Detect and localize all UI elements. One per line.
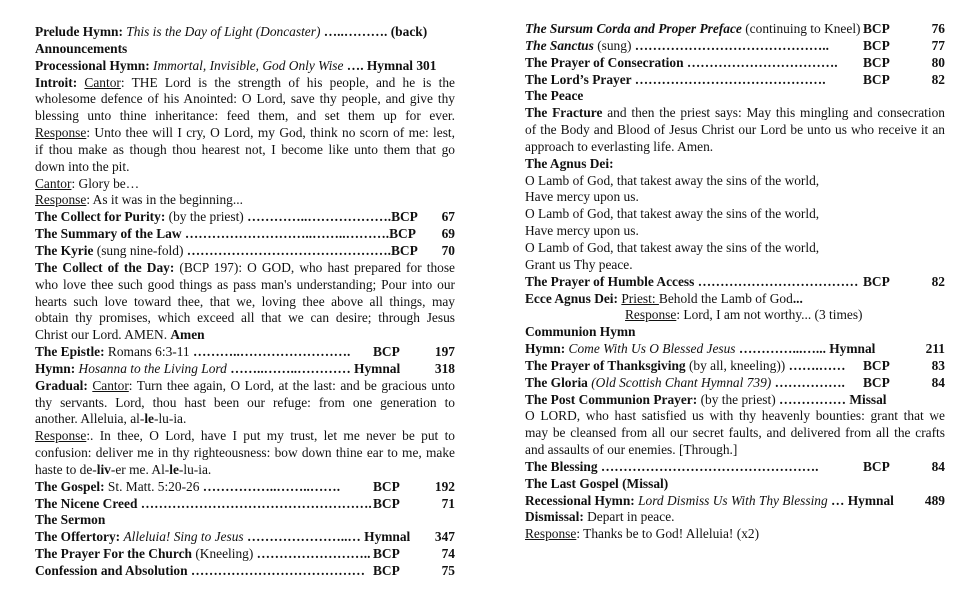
heading-text: The Sanctus [525, 37, 594, 53]
line-text [525, 291, 945, 308]
heading-text: Hymn: [35, 360, 79, 376]
text-line [525, 189, 945, 206]
line-text [35, 159, 455, 176]
text-line [35, 428, 455, 445]
text-line [525, 257, 945, 274]
heading-text: The Fracture [525, 105, 603, 121]
text-line [35, 58, 455, 75]
page-number: 83 [931, 357, 945, 373]
page-number: 192 [434, 478, 455, 494]
line-text [525, 156, 945, 173]
heading-text: Confession and Absolution [35, 563, 191, 578]
heading-text: liv [96, 461, 111, 477]
service-item-row [525, 21, 945, 38]
service-item-row [525, 341, 945, 358]
body-text: Christ our Lord. AMEN. [35, 327, 171, 343]
body-text: O Lamb of God, that takest away the sins of the world, [525, 239, 820, 255]
body-text: of the Body and Blood of Jesus Christ our Lord be unto us who receive it an [525, 122, 945, 138]
line-text [525, 375, 863, 392]
line-text [525, 206, 945, 223]
body-text: Lord Dismiss Us With Thy Blessing [638, 492, 832, 508]
heading-text: …………………….. [256, 546, 371, 562]
text-line [35, 462, 455, 479]
heading-text: …………...…... Hymnal [738, 341, 876, 357]
heading-text: The Prayer of Consecration [525, 54, 687, 70]
body-text: (sung nine-fold) [96, 242, 187, 258]
page-number: 76 [931, 21, 945, 36]
page-number: 318 [434, 360, 455, 376]
role-label: Cantor [84, 74, 121, 90]
body-text: St. Matt. 5:20-26 [107, 478, 203, 494]
book-reference: BCP [373, 563, 400, 578]
body-text: who love thee such good things as pass man's understanding; Pour into our [35, 276, 455, 292]
service-item-row [35, 344, 455, 361]
text-line [35, 176, 455, 193]
text-line [35, 294, 455, 311]
book-reference: BCP [863, 71, 890, 87]
heading-text: The Prayer For the Church [35, 546, 196, 562]
line-text [525, 509, 945, 526]
service-item-row [525, 459, 945, 476]
body-text: : As it was in the beginning... [86, 192, 243, 208]
heading-text: Amen [170, 327, 205, 343]
heading-text: The Collect for Purity: [35, 209, 169, 225]
line-text [525, 459, 863, 476]
role-label: Response [35, 125, 87, 141]
text-line [35, 277, 455, 294]
line-text [525, 72, 863, 89]
body-text: Behold the Lamb of God [658, 290, 793, 306]
body-text: Hosanna to the Living Lord [78, 360, 231, 376]
heading-text: ……………………………………. [634, 71, 826, 87]
line-text [525, 189, 945, 206]
line-text [525, 55, 863, 72]
role-label: Response [35, 192, 87, 208]
page-number: 75 [441, 563, 455, 578]
line-text [35, 75, 455, 92]
line-text [35, 479, 373, 496]
book-reference [400, 361, 433, 378]
service-item-row [35, 529, 455, 546]
body-text: and then the priest says: May this mingling and consecration [602, 105, 945, 121]
text-line [35, 24, 455, 41]
body-text: down into the pit. [35, 158, 130, 174]
body-text: (BCP 197): O GOD, who hast prepared for those [179, 259, 455, 275]
page-number: 197 [434, 344, 455, 360]
body-text: Depart in peace. [587, 509, 675, 525]
heading-text: Recessional Hymn: [525, 492, 639, 508]
heading-text: Ecce Agnus Dei: [525, 290, 622, 306]
service-item-row [525, 493, 945, 510]
line-text [35, 176, 455, 193]
text-line [35, 192, 455, 209]
book-reference: BCP [373, 344, 400, 360]
text-line [525, 526, 945, 543]
body-text: if thou make as though thou hearest not, I become like unto them that go [35, 141, 455, 157]
body-text: : THE Lord is the strength of his people, and he is the [120, 74, 455, 90]
heading-text: ……..……..………… Hymnal [230, 360, 401, 376]
service-item-row [525, 38, 945, 55]
line-text [525, 38, 863, 55]
line-text [525, 240, 945, 257]
body-text: Alleluia! Sing to Jesus [123, 529, 247, 545]
body-text: Come With Us O Blessed Jesus [568, 341, 739, 357]
service-item-row [525, 375, 945, 392]
line-text [525, 442, 945, 459]
role-label: Response [625, 307, 677, 323]
heading-text: The Gospel: [35, 478, 108, 494]
line-text [525, 358, 863, 375]
body-text: This is the Day of Light (Doncaster) [126, 24, 324, 39]
body-text: (continuing to Kneel) [741, 21, 861, 36]
text-line [35, 395, 455, 412]
line-text [35, 24, 455, 41]
book-reference: BCP [373, 495, 400, 511]
heading-text: The Lord’s Prayer [525, 71, 635, 87]
text-line [525, 425, 945, 442]
text-line [525, 88, 945, 105]
body-text: -lu-ia. [154, 411, 187, 427]
text-line [35, 445, 455, 462]
body-text: Immortal, Invisible, God Only Wise [153, 57, 347, 73]
heading-text: …………..………………. [247, 209, 392, 225]
line-text [525, 526, 945, 543]
body-text: hearts such love toward thee, that we, loving thee above all things, may [35, 293, 455, 309]
service-item-row [35, 226, 455, 243]
text-line [525, 105, 945, 122]
book-reference [894, 493, 925, 510]
text-line [525, 392, 945, 409]
body-text: O LORD, who hast satisfied us with thy heavenly bounties: grant that we [525, 408, 945, 424]
body-text: another. Alleluia, al- [35, 411, 145, 427]
body-text: wholesome defence of his Anointed: O Lord, save thy people, and give thy [35, 91, 455, 107]
heading-text: The Epistle: [35, 344, 108, 360]
heading-text: le [169, 461, 179, 477]
service-item-row [525, 358, 945, 375]
line-text [35, 361, 400, 378]
body-text: : Unto thee will I cry, O Lord, my God, think no scorn of me: lest, [86, 125, 455, 141]
line-text [35, 546, 373, 563]
page-number: 84 [931, 458, 945, 474]
page-number: 71 [441, 495, 455, 511]
right-column-order-of-service [525, 21, 945, 543]
role-label: Cantor [92, 377, 129, 393]
line-text [35, 344, 373, 361]
heading-text: The Collect of the Day: [35, 259, 180, 275]
body-text: (Kneeling) [195, 546, 257, 562]
line-text [35, 108, 455, 125]
text-line [525, 509, 945, 526]
service-item-row [35, 563, 455, 580]
text-line [35, 159, 455, 176]
line-text [525, 425, 945, 442]
line-text [35, 411, 455, 428]
heading-text: The Peace [525, 88, 584, 104]
body-text: Have mercy upon us. [525, 223, 639, 239]
text-line [35, 41, 455, 58]
body-text: thy servants. Lord, thou hast been our refuge: from one generation to [35, 394, 455, 410]
text-line [525, 206, 945, 223]
text-line [525, 307, 945, 324]
page-number: 74 [441, 546, 455, 562]
heading-text: The Offertory: [35, 529, 124, 545]
service-item-row [35, 243, 455, 260]
line-text [525, 493, 894, 510]
line-text [35, 91, 455, 108]
text-line [35, 125, 455, 142]
line-text [35, 529, 410, 546]
service-item-row [35, 496, 455, 513]
heading-text: …. Hymnal 301 [346, 57, 437, 73]
line-text [525, 173, 945, 190]
text-line [35, 378, 455, 395]
page-number: 80 [931, 54, 945, 70]
body-text: : Turn thee again, O Lord, at the last: and be gracious unto [128, 377, 455, 393]
body-text: Have mercy upon us. [525, 189, 639, 205]
body-text: may be cleansed from all our secret faults, and delivered from all the crafts [525, 425, 945, 441]
line-text [35, 428, 455, 445]
heading-text: The Agnus Dei: [525, 155, 614, 171]
body-text: Grant us Thy peace. [525, 256, 633, 272]
book-reference: BCP [391, 209, 418, 225]
heading-text: ……………………………… [697, 273, 859, 289]
heading-text: ………………………………………. [186, 242, 391, 258]
text-line [525, 122, 945, 139]
text-line [525, 291, 945, 308]
heading-text: Hymn: [525, 341, 569, 357]
body-text: -er me. Al- [110, 461, 170, 477]
line-text [35, 277, 455, 294]
line-text [35, 445, 455, 462]
heading-text: … Hymnal [831, 492, 894, 508]
heading-text: …………………..… Hymnal [246, 529, 411, 545]
line-text [35, 209, 391, 226]
text-line [525, 223, 945, 240]
heading-text: Gradual: [35, 377, 93, 393]
line-text [525, 223, 945, 240]
book-reference: BCP [863, 273, 890, 289]
page-number: 69 [441, 226, 455, 242]
body-text: -lu-ia. [178, 461, 212, 477]
page-number: 67 [441, 209, 455, 225]
line-text [35, 125, 455, 142]
line-text [35, 327, 455, 344]
role-label: Response [35, 428, 87, 444]
heading-text: Communion Hymn [525, 324, 636, 340]
text-line [525, 139, 945, 156]
body-text: O Lamb of God, that takest away the sins of the world, [525, 206, 820, 222]
line-text [525, 408, 945, 425]
line-text [35, 294, 455, 311]
line-text [35, 192, 455, 209]
page-number: 489 [924, 492, 945, 508]
body-text: haste to de- [35, 461, 97, 477]
body-text: confusion: deliver me in thy righteousness: bow down thine ear to me, make [35, 445, 455, 461]
body-text: (by the priest) [168, 209, 248, 225]
page-number: 82 [931, 71, 945, 87]
text-line [525, 442, 945, 459]
heading-text: ………………………..……..………. [184, 226, 390, 242]
line-text [525, 274, 863, 291]
heading-text: Dismissal: [525, 509, 588, 525]
book-reference: BCP [389, 226, 416, 242]
heading-text: The Summary of the Law [35, 226, 185, 242]
body-text: approach to everlasting life. Amen. [525, 138, 714, 154]
body-text: (by all, kneeling)) [688, 357, 789, 373]
text-line [35, 260, 455, 277]
line-text [35, 260, 455, 277]
book-reference [875, 341, 917, 358]
line-text [525, 88, 945, 105]
heading-text: Prelude Hymn: [35, 24, 127, 39]
role-label: Priest: [621, 290, 659, 306]
body-text: obtain thy promises, which exceed all that we can desire; through Jesus [35, 310, 455, 326]
line-text [525, 122, 945, 139]
book-reference: BCP [373, 478, 400, 494]
text-line [525, 156, 945, 173]
heading-text: …..………. (back) [323, 24, 428, 39]
page-number: 82 [931, 273, 945, 289]
service-item-row [35, 209, 455, 226]
heading-text: The Kyrie [35, 242, 97, 258]
text-line [525, 476, 945, 493]
heading-text: The Gloria [525, 374, 592, 390]
line-text [525, 21, 863, 38]
text-line [35, 75, 455, 92]
line-text [35, 462, 455, 479]
line-text [35, 512, 455, 529]
book-reference: BCP [863, 458, 890, 474]
text-line [35, 91, 455, 108]
heading-text: The Prayer of Humble Access [525, 273, 698, 289]
service-item-row [525, 55, 945, 72]
body-text: : Glory be… [71, 175, 140, 191]
heading-text: Announcements [35, 40, 128, 56]
heading-text: ……………..……..……. [202, 478, 341, 494]
page-number: 84 [931, 374, 945, 390]
book-reference: BCP [863, 357, 890, 373]
service-item-row [35, 479, 455, 496]
body-text: (sung) [593, 37, 635, 53]
line-text [35, 41, 455, 58]
heading-text: The Post Communion Prayer: [525, 391, 701, 407]
line-text [35, 243, 391, 260]
body-text: : Lord, I am not worthy... (3 times) [676, 307, 863, 323]
text-line [525, 324, 945, 341]
role-label: Response [525, 526, 577, 542]
line-text [35, 142, 455, 159]
book-reference: BCP [863, 374, 890, 390]
text-line [525, 173, 945, 190]
text-line [35, 142, 455, 159]
heading-text: …………… Missal [779, 391, 887, 407]
line-text [525, 139, 945, 156]
heading-text: Introit: [35, 74, 85, 90]
heading-text: ……………. [774, 374, 845, 390]
body-text: blessing unto thine inheritance: feed them, and set them up for ever. [35, 108, 455, 124]
line-text [525, 476, 945, 493]
page-number: 347 [434, 529, 455, 545]
heading-text: The Sursum Corda and Proper Preface [525, 21, 742, 36]
line-text [525, 392, 945, 409]
left-column-order-of-service [35, 24, 455, 580]
book-reference: BCP [390, 242, 418, 258]
line-text [35, 226, 389, 243]
body-text: and assaults of our enemies. [Through.] [525, 442, 738, 458]
heading-text: The Last Gospel (Missal) [525, 475, 669, 491]
text-line [525, 408, 945, 425]
body-text: O Lamb of God, that takest away the sins of the world, [525, 172, 820, 188]
page-number: 77 [931, 37, 945, 53]
heading-text: The Nicene Creed [35, 495, 141, 511]
text-line [35, 327, 455, 344]
line-text [35, 310, 455, 327]
heading-text: …….…… [788, 357, 846, 373]
service-item-row [525, 72, 945, 89]
book-reference [410, 529, 435, 546]
body-text: : Thanks be to God! Alleluia! (x2) [576, 526, 760, 542]
line-text [525, 341, 875, 358]
heading-text: le [144, 411, 154, 427]
heading-text: ………..……………………. [192, 344, 351, 360]
service-item-row [35, 546, 455, 563]
heading-text: Processional Hymn: [35, 57, 154, 73]
line-text [35, 378, 455, 395]
heading-text: The Sermon [35, 512, 106, 528]
service-item-row [525, 274, 945, 291]
page-number: 211 [925, 341, 945, 357]
text-line [35, 310, 455, 327]
heading-text: The Blessing [525, 458, 601, 474]
role-label: Cantor [35, 175, 72, 191]
text-line [35, 411, 455, 428]
service-item-row [35, 361, 455, 378]
line-text [525, 324, 945, 341]
book-reference: BCP [373, 546, 400, 562]
heading-text: …………………………………….. [634, 37, 829, 53]
book-reference: BCP [863, 37, 890, 53]
text-line [35, 108, 455, 125]
text-line [35, 512, 455, 529]
line-text [35, 58, 455, 75]
body-text: Romans 6:3-11 [107, 344, 193, 360]
line-text [525, 307, 945, 324]
heading-text: The Prayer of Thanksgiving [525, 357, 689, 373]
body-text: :. In thee, O Lord, have I put my trust, let me never be put to [86, 428, 455, 444]
book-reference: BCP [863, 54, 890, 70]
line-text [35, 395, 455, 412]
heading-text: ... [792, 290, 803, 306]
heading-text: ……………………………. [686, 54, 838, 70]
line-text [35, 563, 373, 580]
body-text: (by the priest) [700, 391, 780, 407]
body-text: (Old Scottish Chant Hymnal 739) [591, 374, 775, 390]
heading-text: …………………………………………. [600, 458, 819, 474]
line-text [35, 496, 373, 513]
page-number: 70 [441, 242, 455, 258]
text-line [525, 240, 945, 257]
heading-text: ………………………………… [190, 563, 365, 578]
book-reference: BCP [863, 21, 890, 36]
line-text [525, 105, 945, 122]
line-text [525, 257, 945, 274]
heading-text: ……………………………………………. [140, 495, 372, 511]
